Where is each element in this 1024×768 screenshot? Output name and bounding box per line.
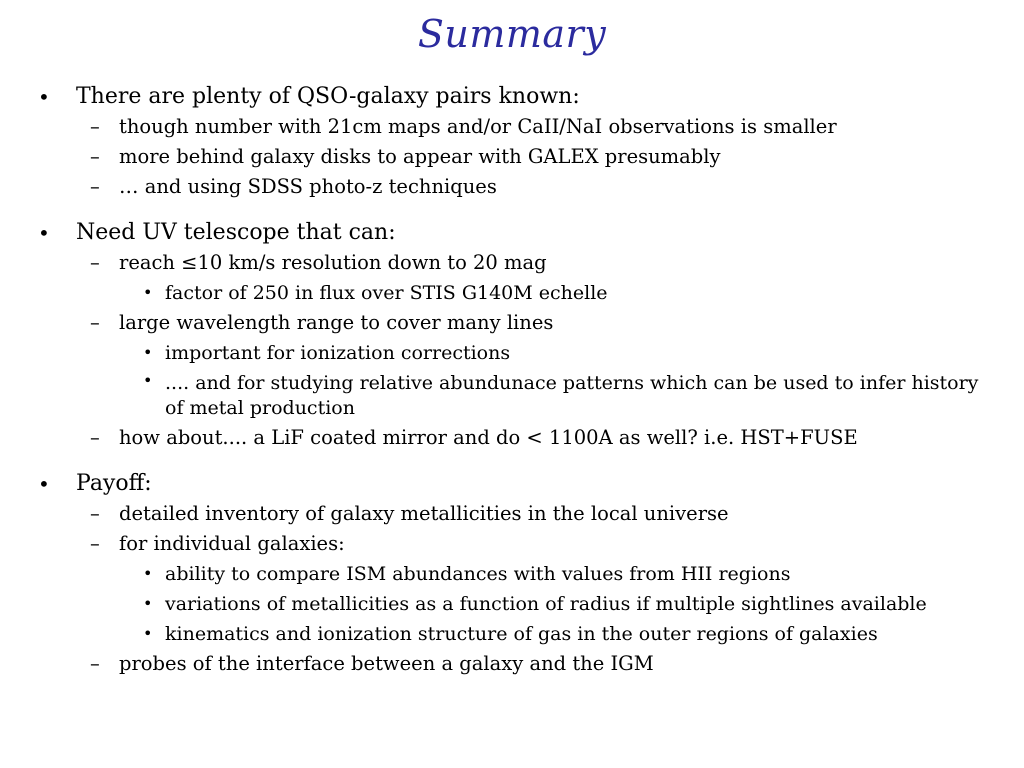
- bullet-text: There are plenty of QSO-galaxy pairs known:: [76, 84, 580, 109]
- bullet-level2: [38, 499, 998, 529]
- bullet-text: .... and for studying relative abundunace patterns which can be used to infer history of metal production: [165, 372, 979, 419]
- bullet-level3: [38, 338, 998, 368]
- bullet-text: kinematics and ionization structure of gas in the outer regions of galaxies: [165, 623, 878, 645]
- bullet-level2: [38, 423, 998, 453]
- bullet-level2: [38, 172, 998, 202]
- bullet-marker: •: [143, 283, 153, 302]
- slide-content: [38, 82, 998, 679]
- bullet-text: Payoff:: [76, 471, 152, 496]
- bullet-text: for individual galaxies:: [119, 532, 345, 555]
- bullet-text: ability to compare ISM abundances with values from HII regions: [165, 563, 791, 585]
- bullet-level2: [38, 248, 998, 278]
- bullet-text: Need UV telescope that can:: [76, 220, 396, 245]
- bullet-text: detailed inventory of galaxy metallicities in the local universe: [119, 502, 729, 525]
- dash-marker: –: [90, 502, 100, 525]
- dash-marker: –: [90, 426, 100, 449]
- bullet-level3: [38, 589, 998, 619]
- bullet-text: … and using SDSS photo-z techniques: [119, 175, 497, 198]
- section-spacer: [38, 202, 998, 218]
- bullet-text: large wavelength range to cover many lines: [119, 311, 554, 334]
- dash-marker: –: [90, 652, 100, 675]
- bullet-marker: •: [38, 221, 50, 245]
- bullet-marker: •: [143, 624, 153, 643]
- bullet-text: variations of metallicities as a function of radius if multiple sightlines available: [165, 593, 927, 615]
- bullet-level3: [38, 278, 998, 308]
- bullet-level2: [38, 529, 998, 559]
- bullet-marker: •: [38, 85, 50, 109]
- section-spacer: [38, 453, 998, 469]
- bullet-text: factor of 250 in flux over STIS G140M echelle: [165, 282, 608, 304]
- bullet-marker: •: [143, 343, 153, 362]
- dash-marker: –: [90, 311, 100, 334]
- dash-marker: –: [90, 175, 100, 198]
- bullet-marker: •: [143, 594, 153, 613]
- dash-marker: –: [90, 532, 100, 555]
- bullet-text: more behind galaxy disks to appear with GALEX presumably: [119, 145, 721, 168]
- bullet-level3: [38, 368, 998, 423]
- bullet-text: important for ionization corrections: [165, 342, 511, 364]
- bullet-level1: [38, 218, 998, 248]
- dash-marker: –: [90, 115, 100, 138]
- bullet-marker: •: [38, 472, 50, 496]
- bullet-text: reach ≤10 km/s resolution down to 20 mag: [119, 251, 547, 274]
- bullet-level3: [38, 619, 998, 649]
- slide-title: Summary: [417, 12, 607, 56]
- bullet-text: how about.... a LiF coated mirror and do < 1100A as well? i.e. HST+FUSE: [119, 426, 858, 449]
- bullet-text: probes of the interface between a galaxy and the IGM: [119, 652, 654, 675]
- bullet-level2: [38, 142, 998, 172]
- dash-marker: –: [90, 145, 100, 168]
- bullet-level2: [38, 649, 998, 679]
- bullet-level1: [38, 469, 998, 499]
- bullet-level2: [38, 112, 998, 142]
- bullet-level3: [38, 559, 998, 589]
- bullet-text: though number with 21cm maps and/or CaII/NaI observations is smaller: [119, 115, 837, 138]
- bullet-level2: [38, 308, 998, 338]
- bullet-marker: •: [143, 371, 153, 390]
- bullet-level1: [38, 82, 998, 112]
- dash-marker: –: [90, 251, 100, 274]
- bullet-marker: •: [143, 564, 153, 583]
